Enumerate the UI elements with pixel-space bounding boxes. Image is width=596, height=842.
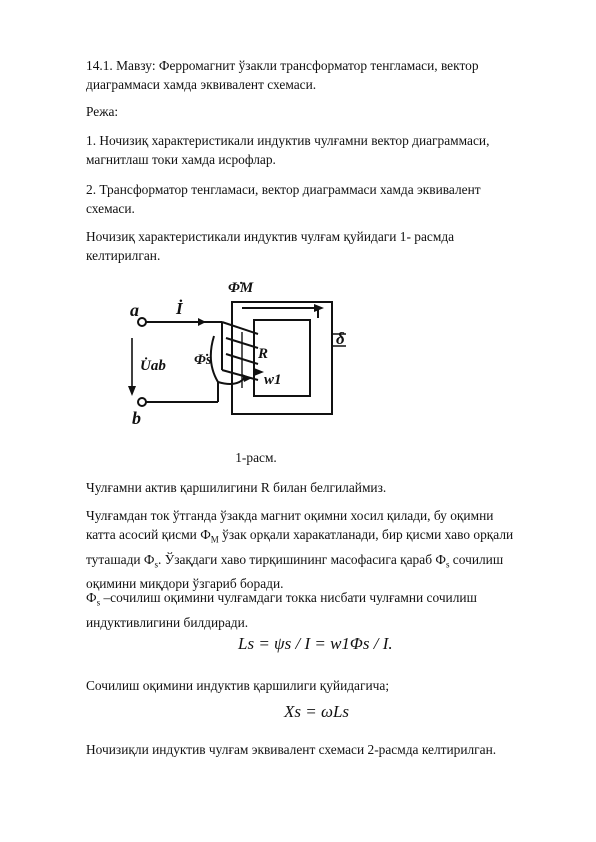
subscript: s bbox=[96, 597, 101, 608]
label-a: a bbox=[130, 300, 139, 320]
formula-xs: Xs = ωLs bbox=[284, 702, 350, 721]
text-part: . Ўзақдаги хаво тирқишининг масофасига қараб Ф bbox=[158, 551, 446, 567]
paragraph-flux bbox=[86, 506, 526, 593]
text-part: Чулғамдан ток ўтганда ўзакда магнит оқимни хосил қилади, бу оқимни катта асосий қисми Ф bbox=[86, 508, 494, 542]
paragraph-leakage-inductance bbox=[86, 588, 526, 632]
label-w1: w1 bbox=[264, 372, 282, 388]
terminal-a bbox=[138, 318, 146, 326]
figure-caption: 1-расм. bbox=[235, 450, 277, 465]
plan-item-1: 1. Ночизиқ характеристикали индуктив чулғамни вектор диаграммаси, магнитлаш токи хамда исрофлар. bbox=[86, 133, 490, 167]
paragraph-equivalent: Ночизиқли индуктив чулғам эквивалент схемаси 2-расмда келтирилган. bbox=[86, 742, 497, 757]
text-part: –сочилиш оқимини чулғамдаги токка нисбати чулғамни сочилиш индуктивлигини билдиради. bbox=[86, 590, 477, 630]
plan-label: Режа: bbox=[86, 104, 119, 119]
winding-diagram bbox=[118, 272, 358, 442]
plan-item-2: 2. Трансформатор тенгламаси, вектор диаграммаси хамда эквивалент схемаси. bbox=[86, 182, 481, 216]
label-phim: Φ̇M bbox=[228, 280, 254, 296]
intro-paragraph: Ночизиқ характеристикали индуктив чулғам қуйидаги 1- расмда келтирилган. bbox=[86, 229, 455, 263]
label-b: b bbox=[132, 408, 141, 428]
text-part: Ф bbox=[86, 590, 97, 605]
text-part: ўзак орқали харакатланади, бир қисми хаво орқали туташади Ф bbox=[86, 527, 514, 567]
text-part: сочилиш оқимини миқдори ўзгариб боради. bbox=[86, 551, 504, 592]
label-delta: δ bbox=[336, 329, 345, 348]
voltage-arrow bbox=[128, 386, 136, 396]
paragraph-reactance: Сочилиш оқимини индуктив қаршилиги қуйидагича; bbox=[86, 678, 390, 693]
current-arrow bbox=[198, 318, 206, 326]
formula-ls: Ls = ψs / I = w1Φs / I. bbox=[238, 634, 393, 653]
label-r: R bbox=[258, 346, 269, 362]
label-current: İ bbox=[176, 299, 183, 318]
subscript: М bbox=[210, 534, 219, 545]
label-phis: Φ̇s bbox=[194, 352, 212, 368]
subscript: s bbox=[445, 559, 450, 570]
subscript: s bbox=[154, 559, 159, 570]
paragraph-resistance: Чулғамни актив қаршилигини R билан белгилаймиз. bbox=[86, 480, 387, 495]
page-title: 14.1. Мавзу: Ферромагнит ўзакли трансформатор тенгламаси, вектор диаграммаси хамда эквивалент схемаси. bbox=[86, 58, 479, 92]
label-uab: U̇ab bbox=[140, 358, 166, 374]
terminal-b bbox=[138, 398, 146, 406]
